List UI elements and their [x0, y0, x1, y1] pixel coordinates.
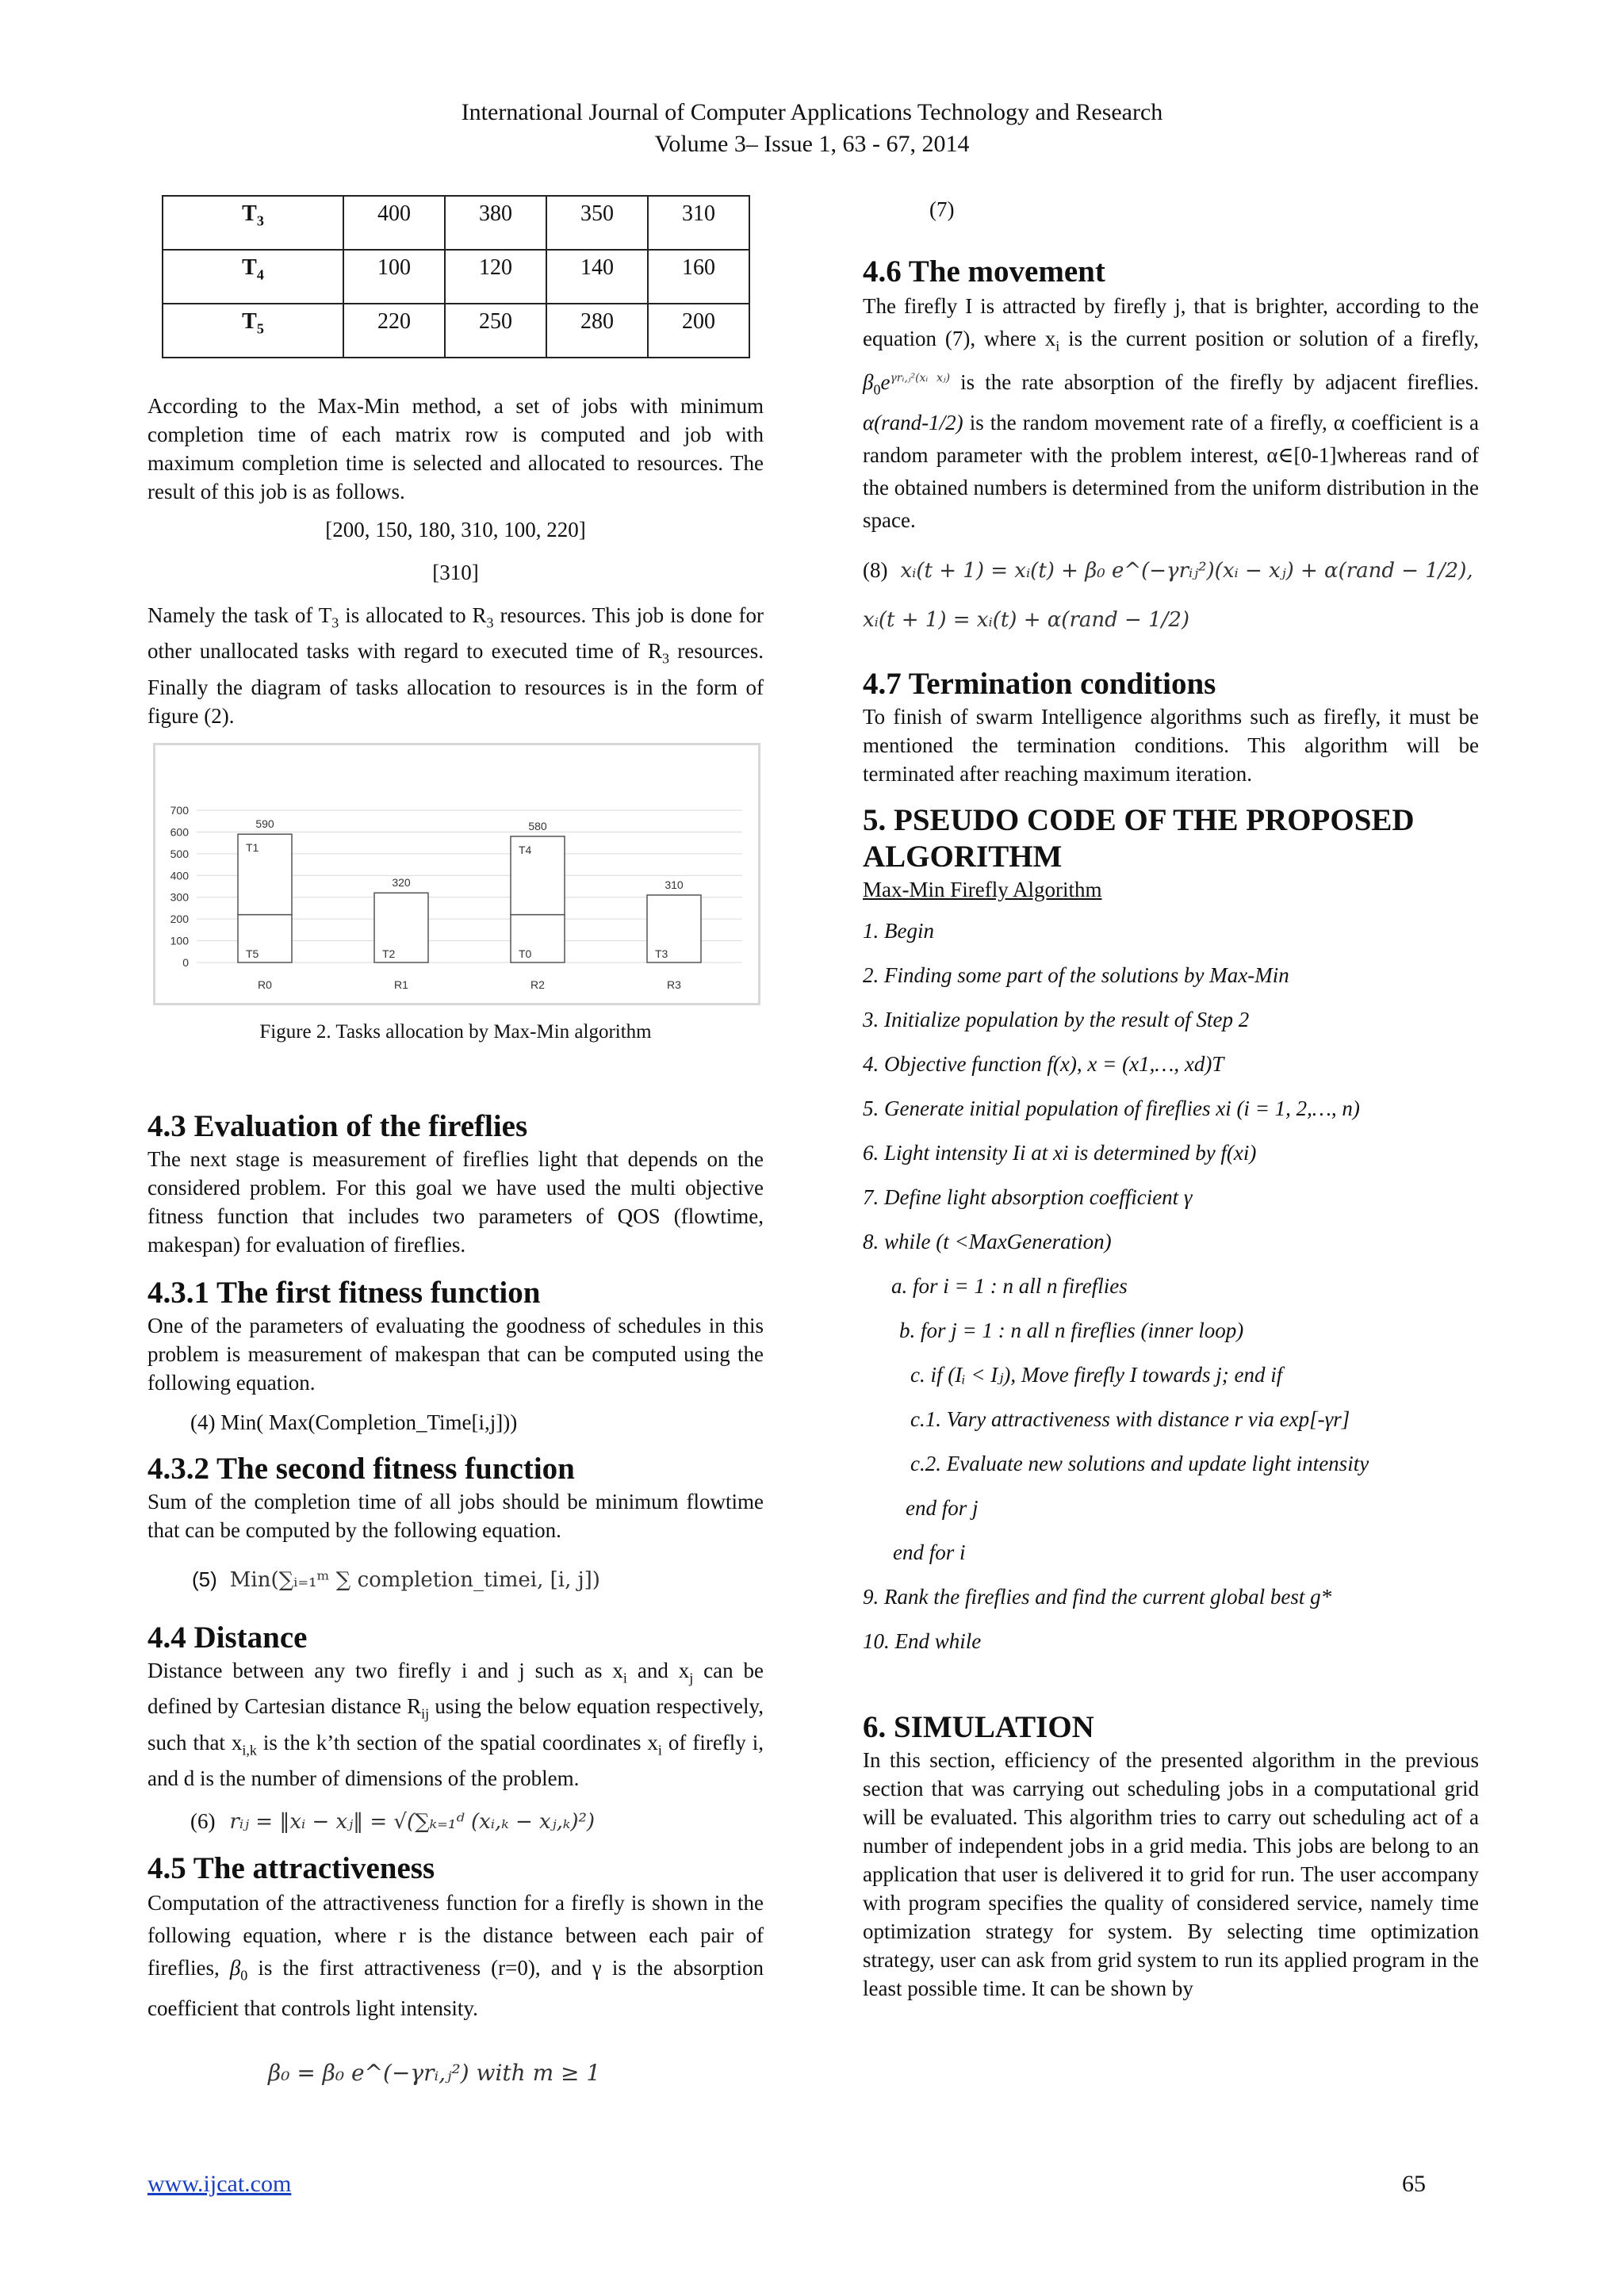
- table-cell: $T_3$: [163, 196, 343, 250]
- x-tick-label: R3: [667, 978, 681, 991]
- equation-8: (8) xᵢ(t + 1) = xᵢ(t) + β₀ e^(−γrᵢⱼ²)(xᵢ − xⱼ) + α(rand − 1/2),: [863, 557, 1473, 583]
- section-4-6-heading: 4.6 The movement: [863, 254, 1105, 289]
- journal-website-link[interactable]: www.ijcat.com: [147, 2171, 292, 2197]
- pseudo-line: end for i: [893, 1540, 966, 1564]
- pseudo-line: c.1. Vary attractiveness with distance r via exp[-γr]: [910, 1406, 1350, 1431]
- result-list: [200, 150, 180, 310, 100, 220]: [325, 518, 586, 541]
- table-cell: 400: [343, 196, 445, 250]
- table-cell: 350: [546, 196, 648, 250]
- table-cell: 200: [648, 304, 749, 358]
- table-cell: 220: [343, 304, 445, 358]
- left-column-bottom: [147, 1108, 764, 2086]
- segment-label: T4: [519, 843, 532, 856]
- pseudo-line: 9. Rank the fireflies and find the current global best g*: [863, 1584, 1332, 1609]
- section-6-text: In this section, efficiency of the presented algorithm in the previous section that was carrying out scheduling jobs in a computational grid will be evaluated. This algorithm tries to carry out scheduling act of a number of independent jobs in a grid media. This jobs are belong to an application that user is delivered it to grid for run. The user accompany with program specifies the quality of considered service, namely time optimization strategy for system. By selecting time optimization strategy, user can ask from grid system to run its applied program in the least possible time. It can be shown by: [863, 1747, 1479, 2000]
- right-column: [863, 195, 1479, 2003]
- pseudo-line: a. for i = 1 : n all n fireflies: [891, 1273, 1128, 1298]
- section-4-3-heading: 4.3 Evaluation of the fireflies: [147, 1109, 528, 1143]
- equation-attractiveness: β₀ = β₀ e^(−γrᵢ,ⱼ²) with m ≥ 1: [268, 2059, 601, 2086]
- journal-header: [0, 97, 1624, 160]
- x-tick-label: R0: [258, 978, 272, 991]
- total-label: 580: [528, 819, 547, 832]
- table-cell: 280: [546, 304, 648, 358]
- section-4-3-2-heading: 4.3.2 The second fitness function: [147, 1452, 575, 1486]
- algorithm-title: Max-Min Firefly Algorithm: [863, 877, 1102, 901]
- table-cell: 100: [343, 250, 445, 304]
- segment-label: T2: [382, 947, 396, 960]
- table-cell: 380: [445, 196, 546, 250]
- segment-label: T5: [246, 947, 259, 960]
- chart-svg: [155, 745, 758, 1003]
- section-4-3-text: The next stage is measurement of fireflies light that depends on the considered problem. For this goal we have used the multi objective fitness function that includes two parameters of QOS (flowtime, makespan) for evaluation of fireflies.: [147, 1147, 764, 1257]
- table-row: [163, 250, 749, 304]
- pseudo-line: end for j: [906, 1495, 979, 1520]
- equation-5: (5) Min(∑ᵢ₌₁ᵐ ∑ completion_timei, [i, j]): [192, 1567, 600, 1592]
- section-4-3-1-heading: 4.3.1 The first fitness function: [147, 1276, 541, 1310]
- pseudo-line: 2. Finding some part of the solutions by Max-Min: [863, 962, 1289, 987]
- table-cell: 250: [445, 304, 546, 358]
- y-tick-label: 500: [170, 847, 189, 860]
- section-5-heading: 5. PSEUDO CODE OF THE PROPOSED ALGORITHM: [863, 802, 1415, 874]
- section-6-heading: 6. SIMULATION: [863, 1709, 1094, 1744]
- segment-label: T0: [519, 947, 532, 960]
- pseudo-line: 8. while (t <MaxGeneration): [863, 1229, 1112, 1253]
- table-cell: 310: [648, 196, 749, 250]
- total-label: 310: [665, 878, 684, 891]
- pseudo-code: [863, 909, 1479, 1663]
- result-max: [310]: [432, 561, 479, 584]
- segment-label: T3: [655, 947, 668, 960]
- page-number: 65: [1402, 2171, 1426, 2197]
- segment-label: T1: [246, 841, 259, 855]
- table-cell: 120: [445, 250, 546, 304]
- section-4-3-2-text: Sum of the completion time of all jobs should be minimum flowtime that can be computed by the following equation.: [147, 1490, 764, 1542]
- table-cell: 160: [648, 250, 749, 304]
- figure-2-chart: [153, 743, 760, 1005]
- section-4-5-heading: 4.5 The attractiveness: [147, 1851, 435, 1886]
- section-4-5-text: Computation of the attractiveness function for a firefly is shown in the following equation, where r is the distance between each pair of fireflies, $\beta_0$ is the first attractiveness (r=0), and γ is the absorption coefficient that controls light intensity.: [147, 1891, 764, 2020]
- total-label: 320: [392, 876, 411, 890]
- paragraph-maxmin: According to the Max-Min method, a set of jobs with minimum completion time of each matrix row is computed and job with maximum completion time is selected and allocated to resources. The result of this job is as follows.: [147, 394, 764, 503]
- figure-caption: Figure 2. Tasks allocation by Max-Min algorithm: [259, 1021, 652, 1043]
- pseudo-line: 7. Define light absorption coefficient γ: [863, 1184, 1193, 1209]
- section-4-3-1-text: One of the parameters of evaluating the goodness of schedules in this problem is measurement of makespan that can be computed using the following equation.: [147, 1314, 764, 1395]
- pseudo-line: 4. Objective function f(x), x = (x1,…, xd)T: [863, 1051, 1224, 1076]
- y-tick-label: 0: [182, 956, 189, 969]
- y-tick-label: 400: [170, 869, 189, 882]
- table-cell: $T_4$: [163, 250, 343, 304]
- pseudo-line: c. if (Iᵢ < Iⱼ), Move firefly I towards j; end if: [910, 1362, 1283, 1387]
- equation-6: (6) rᵢⱼ = ‖xᵢ − xⱼ‖ = √(∑ₖ₌₁ᵈ (xᵢ,ₖ − xⱼ,ₖ)²): [190, 1809, 596, 1835]
- table-cell: 140: [546, 250, 648, 304]
- y-tick-label: 300: [170, 890, 189, 904]
- pseudo-line: 5. Generate initial population of fireflies xi (i = 1, 2,…, n): [863, 1096, 1360, 1120]
- equation-7-label: (7): [929, 197, 955, 221]
- section-4-6-text: The firefly I is attracted by firefly j, that is brighter, according to the equation (7), where $x_i$ is the current position or solution of a firefly, $\beta_0e^{\gamma rᵢ,ⱼ^2(xᵢ xⱼ)}$ is the rate absorption of the firefly by adjacent fireflies. α(rand-1/2) is the random movement rate of a firefly, α coefficient is a random parameter with the problem interest, α∈[0-1]whereas rand of the obtained numbers is determined from the uniform distribution in the space.: [863, 294, 1479, 532]
- pseudo-line: 10. End while: [863, 1628, 982, 1653]
- equation-8b: xᵢ(t + 1) = xᵢ(t) + α(rand − 1/2): [863, 607, 1190, 632]
- left-column-top: [147, 392, 764, 730]
- section-4-7-text: To finish of swarm Intelligence algorithms such as firefly, it must be mentioned the termination conditions. This algorithm will be terminated after reaching maximum iteration.: [863, 704, 1479, 786]
- pseudo-line: 6. Light intensity Ii at xi is determined by f(xi): [863, 1140, 1257, 1165]
- pseudo-line: 3. Initialize population by the result of Step 2: [863, 1007, 1250, 1031]
- journal-title: International Journal of Computer Applications Technology and Research: [461, 99, 1163, 125]
- y-tick-label: 200: [170, 913, 189, 926]
- pseudo-line: c.2. Evaluate new solutions and update light intensity: [910, 1451, 1369, 1475]
- table-cell: $T_5$: [163, 304, 343, 358]
- table-row: [163, 304, 749, 358]
- table-row: [163, 196, 749, 250]
- section-4-4-heading: 4.4 Distance: [147, 1621, 308, 1655]
- y-tick-label: 600: [170, 825, 189, 839]
- y-tick-label: 100: [170, 934, 189, 947]
- pseudo-line: 1. Begin: [863, 918, 934, 943]
- x-tick-label: R1: [394, 978, 408, 991]
- completion-time-table: [162, 195, 750, 358]
- paragraph-allocation: Namely the task of $T_3$ is allocated to $R_3$ resources. This job is done for other unallocated tasks with regard to executed time of $R_3$ resources. Finally the diagram of tasks allocation to resources is in the form of figure (2).: [147, 603, 764, 728]
- y-tick-label: 700: [170, 804, 189, 817]
- total-label: 590: [255, 817, 274, 831]
- section-4-7-heading: 4.7 Termination conditions: [863, 666, 1216, 701]
- pseudo-line: b. for j = 1 : n all n fireflies (inner loop): [899, 1318, 1244, 1342]
- journal-volume: Volume 3– Issue 1, 63 - 67, 2014: [654, 131, 970, 157]
- x-tick-label: R2: [530, 978, 545, 991]
- section-4-4-text: Distance between any two firefly i and j such as $x_i$ and $x_j$ can be defined by Cartesian distance $R_{ij}$ using the below equation respectively, such that $x_{i,k}$ is the k’th section of the spatial coordinates $x_i$ of firefly i, and d is the number of dimensions of the problem.: [147, 1659, 764, 1791]
- equation-4: (4) Min( Max(Completion_Time[i,j])): [190, 1410, 518, 1434]
